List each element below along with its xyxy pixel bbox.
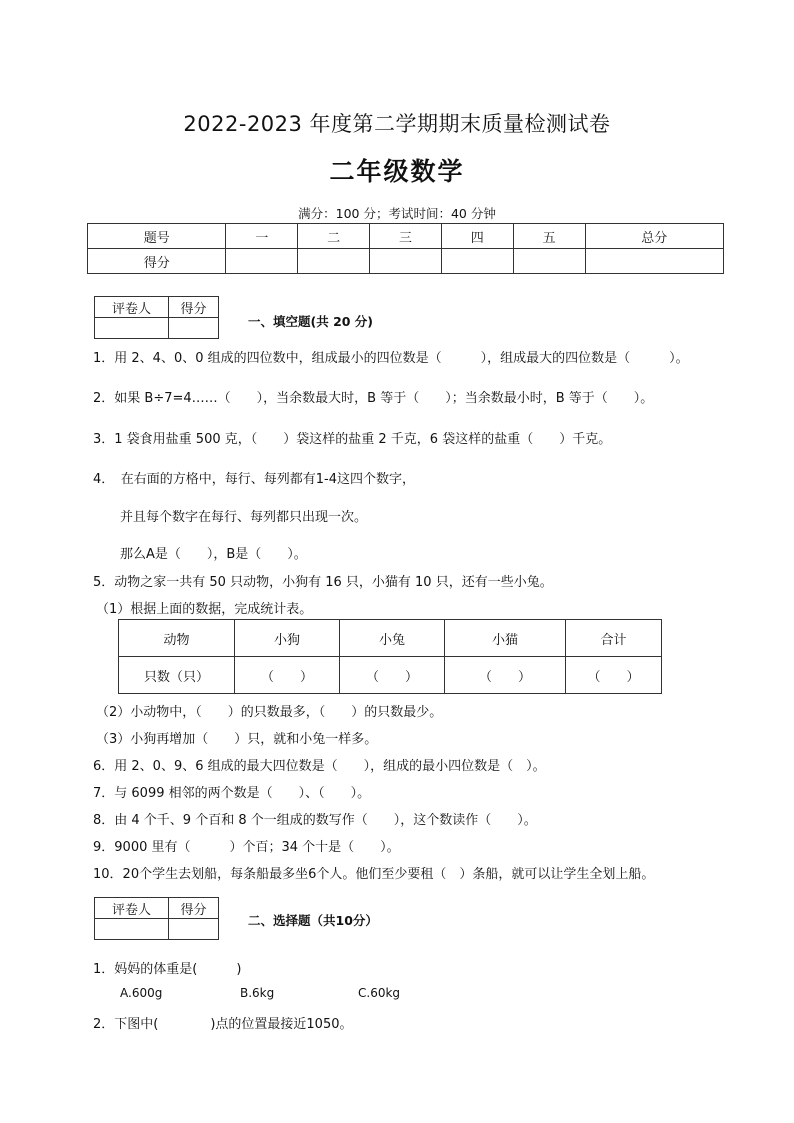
grader-label: 评卷人 <box>95 297 169 318</box>
animal-header-cell: 小兔 <box>340 620 445 657</box>
score-table <box>87 223 724 274</box>
animal-blank-cell[interactable]: （ ） <box>445 657 566 694</box>
question-4-line1: 4． 在右面的方格中，每行、每列都有1-4这四个数字， <box>93 472 416 487</box>
question-2: 2．如果 B÷7=4……（ ），当余数最大时，B 等于（ ）；当余数最小时，B 等于（ ）。 <box>93 391 654 406</box>
question-8: 8．由 4 个千、9 个百和 8 个一组成的数写作（ ），这个数读作（ ）。 <box>93 813 537 828</box>
animal-header-cell: 合计 <box>566 620 662 657</box>
grader-box-section1 <box>94 296 219 339</box>
score-table-header-row <box>88 224 724 249</box>
choice-question-2: 2．下图中( )点的位置最接近1050。 <box>93 1017 353 1032</box>
choice-question-1: 1．妈妈的体重是( ) <box>93 962 242 977</box>
question-4-line2: 并且每个数字在每行、每列都只出现一次。 <box>120 510 368 525</box>
animal-stats-table <box>118 619 662 694</box>
question-5-part2: （2）小动物中，（ ）的只数最多，（ ）的只数最少。 <box>96 705 443 720</box>
score-cell[interactable] <box>298 249 370 274</box>
animal-blank-cell[interactable]: （ ） <box>235 657 340 694</box>
exam-meta: 满分：100 分；考试时间：40 分钟 <box>298 206 496 221</box>
score-table-score-row <box>88 249 724 274</box>
grader-score-label: 得分 <box>169 297 219 318</box>
animal-table-header-row <box>119 620 662 657</box>
score-header-cell: 总分 <box>585 224 724 249</box>
question-10: 10．20个学生去划船，每条船最多坐6个人。他们至少要租（ ）条船，就可以让学生全划上船。 <box>93 867 655 882</box>
choice-option-c[interactable]: C.60kg <box>358 986 401 1000</box>
exam-subject: 二年级数学 <box>329 157 465 186</box>
animal-table-count-row <box>119 657 662 694</box>
score-header-cell: 三 <box>370 224 442 249</box>
grader-cell[interactable] <box>95 919 169 940</box>
choice-option-a[interactable]: A.600g <box>120 986 163 1000</box>
animal-blank-cell[interactable]: （ ） <box>566 657 662 694</box>
score-header-cell: 一 <box>226 224 298 249</box>
score-header-cell: 题号 <box>88 224 226 249</box>
animal-header-cell: 小猫 <box>445 620 566 657</box>
question-9: 9．9000 里有（ ）个百；34 个十是（ ）。 <box>93 840 400 855</box>
score-cell[interactable] <box>441 249 513 274</box>
question-3: 3．1 袋食用盐重 500 克，（ ）袋这样的盐重 2 千克，6 袋这样的盐重（ ）千克。 <box>93 432 612 447</box>
grader-cell[interactable] <box>95 318 169 339</box>
animal-header-cell: 动物 <box>119 620 235 657</box>
animal-blank-cell[interactable]: （ ） <box>340 657 445 694</box>
animal-row-label: 只数（只） <box>119 657 235 694</box>
question-6: 6．用 2、0、9、6 组成的最大四位数是（ ），组成的最小四位数是（ ）。 <box>93 759 546 774</box>
grader-label: 评卷人 <box>95 898 169 919</box>
section1-title: 一、填空题(共 20 分) <box>248 314 374 329</box>
question-5: 5．动物之家一共有 50 只动物，小狗有 16 只，小猫有 10 只，还有一些小兔。 <box>93 575 553 590</box>
score-cell[interactable] <box>370 249 442 274</box>
grader-score-label: 得分 <box>169 898 219 919</box>
grader-score-cell[interactable] <box>169 919 219 940</box>
score-header-cell: 二 <box>298 224 370 249</box>
question-5-part1: （1）根据上面的数据，完成统计表。 <box>96 602 313 617</box>
score-cell[interactable] <box>226 249 298 274</box>
score-cell[interactable] <box>513 249 585 274</box>
score-header-cell: 五 <box>513 224 585 249</box>
exam-title: 2022-2023 年度第二学期期末质量检测试卷 <box>183 112 611 136</box>
question-7: 7．与 6099 相邻的两个数是（ ）、（ ）。 <box>93 786 371 801</box>
grader-box-section2 <box>94 897 219 940</box>
choice-option-b[interactable]: B.6kg <box>240 986 275 1000</box>
score-header-cell: 四 <box>441 224 513 249</box>
grader-score-cell[interactable] <box>169 318 219 339</box>
score-row-label: 得分 <box>88 249 226 274</box>
question-4-line3: 那么A是（ ），B是（ ）。 <box>120 547 307 562</box>
question-1: 1．用 2、4、0、0 组成的四位数中，组成最小的四位数是（ ），组成最大的四位数是（ ）。 <box>93 351 689 366</box>
question-5-part3: （3）小狗再增加（ ）只，就和小兔一样多。 <box>96 732 378 747</box>
animal-header-cell: 小狗 <box>235 620 340 657</box>
score-cell[interactable] <box>585 249 724 274</box>
section2-title: 二、选择题（共10分） <box>248 913 378 928</box>
